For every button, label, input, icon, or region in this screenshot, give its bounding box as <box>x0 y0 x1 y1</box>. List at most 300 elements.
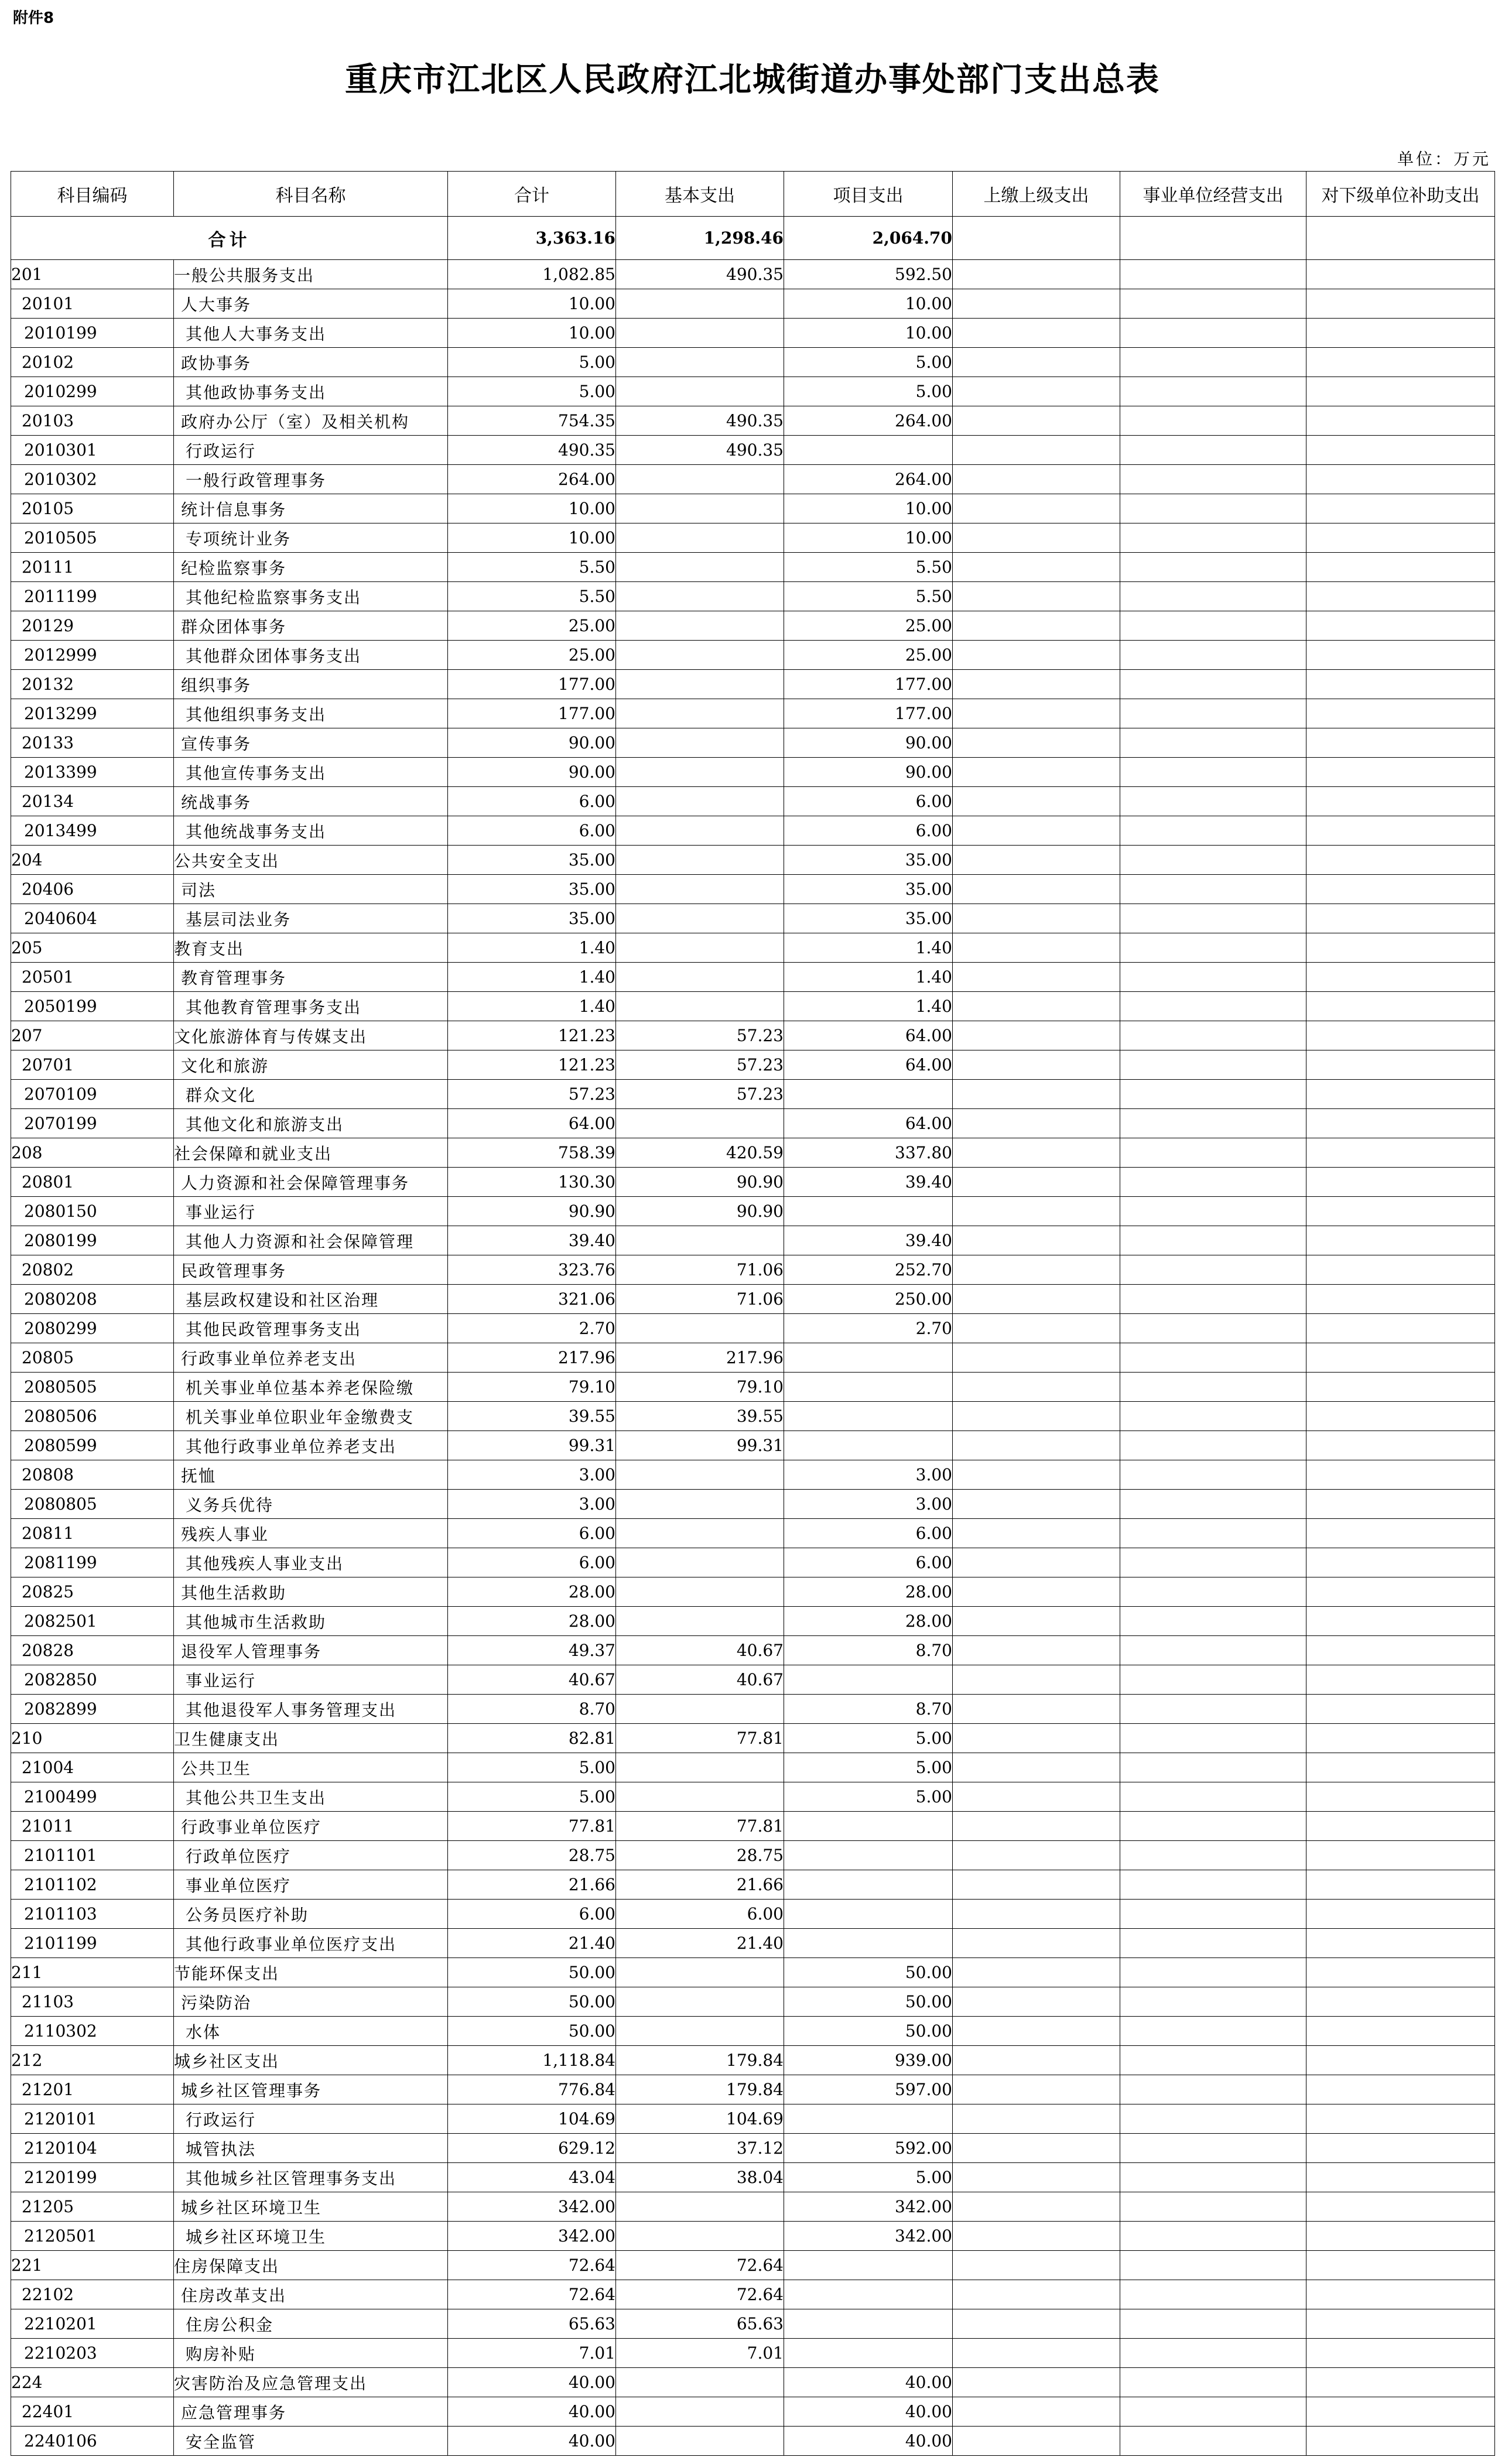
table-row <box>11 1021 1495 1050</box>
cell-code: 20808 <box>11 1460 174 1490</box>
cell-upper <box>953 289 1120 319</box>
cell-total: 65.63 <box>448 2309 616 2339</box>
cell-business <box>1120 348 1306 377</box>
cell-subsidy <box>1306 1695 1495 1724</box>
cell-basic: 57.23 <box>616 1080 784 1109</box>
cell-business <box>1120 992 1306 1021</box>
cell-basic: 21.40 <box>616 1929 784 1958</box>
cell-upper <box>953 1782 1120 1812</box>
cell-upper <box>953 2251 1120 2280</box>
cell-project: 10.00 <box>784 523 953 553</box>
cell-project <box>784 2104 953 2134</box>
cell-name: 事业运行 <box>174 1197 448 1226</box>
cell-business <box>1120 2046 1306 2075</box>
cell-business <box>1120 1314 1306 1343</box>
cell-upper <box>953 641 1120 670</box>
cell-name: 公共安全支出 <box>174 846 448 875</box>
cell-business <box>1120 1724 1306 1753</box>
cell-name: 统计信息事务 <box>174 494 448 523</box>
cell-name: 机关事业单位职业年金缴费支 <box>174 1402 448 1431</box>
cell-total: 121.23 <box>448 1021 616 1050</box>
cell-code: 2070199 <box>11 1109 174 1138</box>
cell-code: 22102 <box>11 2280 174 2309</box>
header-row <box>11 172 1495 217</box>
cell-project: 1.40 <box>784 963 953 992</box>
cell-project: 40.00 <box>784 2427 953 2456</box>
cell-total: 40.00 <box>448 2397 616 2427</box>
cell-name: 行政事业单位养老支出 <box>174 1343 448 1373</box>
cell-basic <box>616 2017 784 2046</box>
cell-subsidy <box>1306 494 1495 523</box>
cell-basic: 490.35 <box>616 260 784 289</box>
cell-subsidy <box>1306 2104 1495 2134</box>
cell-name: 安全监管 <box>174 2427 448 2456</box>
cell-basic: 104.69 <box>616 2104 784 2134</box>
cell-total: 10.00 <box>448 523 616 553</box>
cell-basic: 57.23 <box>616 1021 784 1050</box>
cell-business <box>1120 1138 1306 1168</box>
cell-code: 204 <box>11 846 174 875</box>
cell-upper <box>953 816 1120 846</box>
cell-upper <box>953 582 1120 611</box>
cell-subsidy <box>1306 2309 1495 2339</box>
cell-project: 592.00 <box>784 2134 953 2163</box>
cell-name: 公务员医疗补助 <box>174 1900 448 1929</box>
table-row <box>11 1431 1495 1460</box>
cell-code: 2082850 <box>11 1665 174 1695</box>
cell-basic <box>616 2368 784 2397</box>
cell-code: 2010199 <box>11 319 174 348</box>
cell-code: 2080506 <box>11 1402 174 1431</box>
cell-code: 2120199 <box>11 2163 174 2192</box>
cell-total: 217.96 <box>448 1343 616 1373</box>
cell-total: 5.00 <box>448 348 616 377</box>
cell-code: 2080505 <box>11 1373 174 1402</box>
table-row <box>11 1519 1495 1548</box>
cell-business <box>1120 1958 1306 1987</box>
cell-project: 337.80 <box>784 1138 953 1168</box>
cell-code: 2010301 <box>11 436 174 465</box>
cell-code: 2101199 <box>11 1929 174 1958</box>
cell-basic: 28.75 <box>616 1841 784 1870</box>
cell-business <box>1120 289 1306 319</box>
cell-name: 其他人大事务支出 <box>174 319 448 348</box>
cell-name: 城乡社区环境卫生 <box>174 2192 448 2222</box>
cell-project: 3.00 <box>784 1490 953 1519</box>
cell-code: 2010299 <box>11 377 174 406</box>
table-row <box>11 1841 1495 1870</box>
table-row <box>11 1987 1495 2017</box>
table-row <box>11 2192 1495 2222</box>
cell-code: 2012999 <box>11 641 174 670</box>
cell-code: 20102 <box>11 348 174 377</box>
table-row <box>11 2163 1495 2192</box>
cell-code: 2101103 <box>11 1900 174 1929</box>
cell-subsidy <box>1306 1168 1495 1197</box>
cell-code: 2013299 <box>11 699 174 728</box>
cell-business <box>1120 1402 1306 1431</box>
cell-name: 其他统战事务支出 <box>174 816 448 846</box>
cell-basic <box>616 846 784 875</box>
cell-upper <box>953 1724 1120 1753</box>
cell-total: 6.00 <box>448 1519 616 1548</box>
cell-name: 其他政协事务支出 <box>174 377 448 406</box>
cell-subsidy <box>1306 2134 1495 2163</box>
cell-code: 2210201 <box>11 2309 174 2339</box>
cell-code: 2100499 <box>11 1782 174 1812</box>
cell-basic <box>616 1226 784 1255</box>
cell-total: 40.00 <box>448 2368 616 2397</box>
cell-name: 抚恤 <box>174 1460 448 1490</box>
cell-business <box>1120 2397 1306 2427</box>
cell-total: 43.04 <box>448 2163 616 2192</box>
cell-subsidy <box>1306 728 1495 758</box>
cell-name: 一般公共服务支出 <box>174 260 448 289</box>
cell-total: 35.00 <box>448 846 616 875</box>
table-row <box>11 2046 1495 2075</box>
cell-total: 50.00 <box>448 1958 616 1987</box>
cell-total: 8.70 <box>448 1695 616 1724</box>
table-row <box>11 2075 1495 2104</box>
cell-business <box>1120 1929 1306 1958</box>
cell-subsidy <box>1306 2251 1495 2280</box>
cell-total: 40.00 <box>448 2427 616 2456</box>
cell-upper <box>953 1343 1120 1373</box>
cell-project <box>784 436 953 465</box>
cell-basic <box>616 992 784 1021</box>
cell-name: 公共卫生 <box>174 1753 448 1782</box>
cell-code: 2070109 <box>11 1080 174 1109</box>
cell-business <box>1120 1870 1306 1900</box>
cell-upper <box>953 699 1120 728</box>
cell-total: 57.23 <box>448 1080 616 1109</box>
cell-basic <box>616 348 784 377</box>
cell-basic <box>616 289 784 319</box>
cell-name: 住房保障支出 <box>174 2251 448 2280</box>
cell-total: 28.00 <box>448 1577 616 1607</box>
cell-code: 224 <box>11 2368 174 2397</box>
cell-upper <box>953 377 1120 406</box>
cell-upper <box>953 2163 1120 2192</box>
cell-business <box>1120 2222 1306 2251</box>
cell-project: 1.40 <box>784 992 953 1021</box>
table-row <box>11 611 1495 641</box>
header-name: 科目名称 <box>174 172 448 217</box>
cell-total: 130.30 <box>448 1168 616 1197</box>
cell-total: 490.35 <box>448 436 616 465</box>
table-row <box>11 260 1495 289</box>
cell-basic: 72.64 <box>616 2251 784 2280</box>
table-row <box>11 904 1495 933</box>
cell-business <box>1120 2368 1306 2397</box>
cell-subsidy <box>1306 260 1495 289</box>
cell-total: 758.39 <box>448 1138 616 1168</box>
cell-code: 21004 <box>11 1753 174 1782</box>
cell-total: 3.00 <box>448 1490 616 1519</box>
cell-upper <box>953 875 1120 904</box>
cell-project: 939.00 <box>784 2046 953 2075</box>
cell-business <box>1120 2427 1306 2456</box>
cell-code: 2101102 <box>11 1870 174 1900</box>
cell-upper <box>953 1519 1120 1548</box>
cell-total: 5.00 <box>448 1753 616 1782</box>
cell-upper <box>953 2339 1120 2368</box>
cell-basic: 37.12 <box>616 2134 784 2163</box>
cell-basic <box>616 641 784 670</box>
cell-upper <box>953 1958 1120 1987</box>
cell-total: 10.00 <box>448 319 616 348</box>
cell-upper <box>953 2017 1120 2046</box>
table-row <box>11 553 1495 582</box>
cell-code: 20134 <box>11 787 174 816</box>
cell-business <box>1120 377 1306 406</box>
cell-total: 1,082.85 <box>448 260 616 289</box>
cell-name: 其他组织事务支出 <box>174 699 448 728</box>
cell-business <box>1120 1548 1306 1577</box>
table-row <box>11 1695 1495 1724</box>
cell-upper <box>953 1812 1120 1841</box>
table-row <box>11 1197 1495 1226</box>
cell-total: 90.00 <box>448 758 616 787</box>
cell-basic <box>616 377 784 406</box>
cell-project: 35.00 <box>784 904 953 933</box>
cell-upper <box>953 1695 1120 1724</box>
table-row <box>11 963 1495 992</box>
cell-basic: 71.06 <box>616 1285 784 1314</box>
cell-subsidy <box>1306 992 1495 1021</box>
cell-subsidy <box>1306 2163 1495 2192</box>
cell-basic <box>616 582 784 611</box>
cell-upper <box>953 1168 1120 1197</box>
table-row <box>11 2339 1495 2368</box>
cell-basic <box>616 1519 784 1548</box>
cell-upper <box>953 1665 1120 1695</box>
cell-basic: 65.63 <box>616 2309 784 2339</box>
cell-code: 2081199 <box>11 1548 174 1577</box>
cell-project: 6.00 <box>784 816 953 846</box>
cell-project: 50.00 <box>784 1958 953 1987</box>
cell-total: 10.00 <box>448 289 616 319</box>
cell-code: 2010505 <box>11 523 174 553</box>
cell-business <box>1120 465 1306 494</box>
cell-name: 退役军人管理事务 <box>174 1636 448 1665</box>
cell-basic <box>616 1753 784 1782</box>
table-row <box>11 319 1495 348</box>
cell-upper <box>953 1929 1120 1958</box>
cell-name: 灾害防治及应急管理支出 <box>174 2368 448 2397</box>
cell-upper <box>953 1138 1120 1168</box>
attachment-label: 附件8 <box>13 9 54 27</box>
cell-subsidy <box>1306 436 1495 465</box>
cell-subsidy <box>1306 1021 1495 1050</box>
cell-code: 20811 <box>11 1519 174 1548</box>
cell-subsidy <box>1306 1490 1495 1519</box>
cell-project <box>784 1373 953 1402</box>
cell-total: 321.06 <box>448 1285 616 1314</box>
cell-project: 10.00 <box>784 289 953 319</box>
cell-upper <box>953 2134 1120 2163</box>
cell-subsidy <box>1306 2222 1495 2251</box>
cell-business <box>1120 2163 1306 2192</box>
cell-project: 35.00 <box>784 875 953 904</box>
cell-business <box>1120 2251 1306 2280</box>
cell-subsidy <box>1306 2075 1495 2104</box>
table-row <box>11 1402 1495 1431</box>
cell-project <box>784 1812 953 1841</box>
cell-basic <box>616 758 784 787</box>
cell-basic <box>616 2192 784 2222</box>
cell-code: 2040604 <box>11 904 174 933</box>
cell-project: 5.00 <box>784 1724 953 1753</box>
table-row <box>11 1050 1495 1080</box>
cell-upper <box>953 436 1120 465</box>
cell-project: 6.00 <box>784 1548 953 1577</box>
cell-project: 5.00 <box>784 348 953 377</box>
cell-subsidy <box>1306 1460 1495 1490</box>
table-row <box>11 436 1495 465</box>
table-row <box>11 1285 1495 1314</box>
cell-project: 342.00 <box>784 2192 953 2222</box>
cell-basic <box>616 699 784 728</box>
table-row <box>11 2104 1495 2134</box>
cell-business <box>1120 1255 1306 1285</box>
cell-name: 行政运行 <box>174 436 448 465</box>
cell-basic: 179.84 <box>616 2046 784 2075</box>
cell-name: 其他民政管理事务支出 <box>174 1314 448 1343</box>
cell-basic <box>616 1958 784 1987</box>
total-basic: 1,298.46 <box>616 217 784 260</box>
cell-project <box>784 1080 953 1109</box>
cell-code: 2080199 <box>11 1226 174 1255</box>
cell-upper <box>953 2280 1120 2309</box>
cell-business <box>1120 494 1306 523</box>
cell-project <box>784 1343 953 1373</box>
cell-business <box>1120 260 1306 289</box>
cell-total: 5.00 <box>448 377 616 406</box>
cell-project <box>784 1665 953 1695</box>
cell-business <box>1120 1168 1306 1197</box>
cell-name: 其他退役军人事务管理支出 <box>174 1695 448 1724</box>
cell-code: 205 <box>11 933 174 963</box>
cell-upper <box>953 1109 1120 1138</box>
cell-code: 20802 <box>11 1255 174 1285</box>
cell-business <box>1120 1900 1306 1929</box>
cell-project: 8.70 <box>784 1695 953 1724</box>
cell-name: 城乡社区环境卫生 <box>174 2222 448 2251</box>
cell-code: 208 <box>11 1138 174 1168</box>
cell-name: 基层政权建设和社区治理 <box>174 1285 448 1314</box>
cell-upper <box>953 933 1120 963</box>
cell-subsidy <box>1306 1138 1495 1168</box>
cell-subsidy <box>1306 1636 1495 1665</box>
cell-name: 其他生活救助 <box>174 1577 448 1607</box>
table-row <box>11 523 1495 553</box>
cell-project: 5.00 <box>784 2163 953 2192</box>
cell-basic <box>616 611 784 641</box>
cell-project: 250.00 <box>784 1285 953 1314</box>
cell-subsidy <box>1306 582 1495 611</box>
cell-basic <box>616 1548 784 1577</box>
cell-business <box>1120 1373 1306 1402</box>
cell-code: 2082501 <box>11 1607 174 1636</box>
cell-name: 其他宣传事务支出 <box>174 758 448 787</box>
cell-upper <box>953 904 1120 933</box>
cell-name: 义务兵优待 <box>174 1490 448 1519</box>
table-row <box>11 1460 1495 1490</box>
cell-basic <box>616 963 784 992</box>
cell-code: 20406 <box>11 875 174 904</box>
cell-code: 2080208 <box>11 1285 174 1314</box>
table-row <box>11 1636 1495 1665</box>
cell-project: 10.00 <box>784 494 953 523</box>
cell-project: 264.00 <box>784 406 953 436</box>
cell-business <box>1120 641 1306 670</box>
total-label: 合计 <box>11 217 448 260</box>
cell-code: 2080805 <box>11 1490 174 1519</box>
cell-basic <box>616 816 784 846</box>
cell-total: 629.12 <box>448 2134 616 2163</box>
cell-basic <box>616 875 784 904</box>
cell-subsidy <box>1306 1958 1495 1987</box>
cell-code: 2110302 <box>11 2017 174 2046</box>
header-subsidy: 对下级单位补助支出 <box>1306 172 1495 217</box>
cell-total: 82.81 <box>448 1724 616 1753</box>
cell-project <box>784 2309 953 2339</box>
cell-basic <box>616 319 784 348</box>
cell-code: 20805 <box>11 1343 174 1373</box>
cell-basic <box>616 1577 784 1607</box>
table-row <box>11 494 1495 523</box>
cell-total: 7.01 <box>448 2339 616 2368</box>
cell-basic: 72.64 <box>616 2280 784 2309</box>
cell-basic: 90.90 <box>616 1168 784 1197</box>
cell-upper <box>953 1577 1120 1607</box>
cell-total: 264.00 <box>448 465 616 494</box>
table-row <box>11 992 1495 1021</box>
cell-total: 64.00 <box>448 1109 616 1138</box>
cell-project: 39.40 <box>784 1168 953 1197</box>
cell-code: 21205 <box>11 2192 174 2222</box>
cell-project <box>784 1900 953 1929</box>
cell-upper <box>953 348 1120 377</box>
cell-subsidy <box>1306 787 1495 816</box>
cell-subsidy <box>1306 670 1495 699</box>
table-row <box>11 1548 1495 1577</box>
cell-subsidy <box>1306 2339 1495 2368</box>
cell-basic: 217.96 <box>616 1343 784 1373</box>
cell-upper <box>953 1431 1120 1460</box>
table-row <box>11 2368 1495 2397</box>
cell-basic <box>616 1490 784 1519</box>
cell-name: 人大事务 <box>174 289 448 319</box>
cell-name: 民政管理事务 <box>174 1255 448 1285</box>
cell-subsidy <box>1306 1900 1495 1929</box>
cell-total: 35.00 <box>448 904 616 933</box>
cell-upper <box>953 1314 1120 1343</box>
cell-project: 25.00 <box>784 641 953 670</box>
cell-project <box>784 1431 953 1460</box>
cell-business <box>1120 436 1306 465</box>
cell-business <box>1120 1841 1306 1870</box>
table-row <box>11 2309 1495 2339</box>
cell-business <box>1120 1782 1306 1812</box>
cell-business <box>1120 1343 1306 1373</box>
table-row <box>11 1577 1495 1607</box>
table-row <box>11 933 1495 963</box>
table-row <box>11 758 1495 787</box>
table-row <box>11 377 1495 406</box>
cell-subsidy <box>1306 1109 1495 1138</box>
